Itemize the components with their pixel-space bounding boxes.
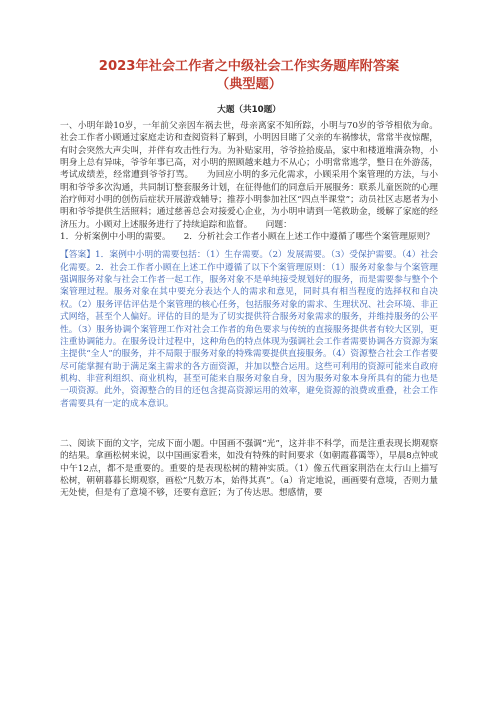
question-2: [60, 438, 438, 500]
question-1-case: 一、小明年龄10岁，一年前父亲因车祸去世，母亲离家不知所踪，小明与70岁的爷爷相依为命。社会工作者小顾通过家庭走访和查阅资料了解到，小明因目睹了父亲的车祸惨状，常常半夜惊醒，有时会突然大声尖叫，并伴有攻击性行为。为补贴家用，爷爷捡拾废品，家中和楼道堆满杂物，小明身上总有异味，爷爷年事已高，对小明的照顾越来越力不从心；小明常常逃学，整日在外游荡，考试成绩差，经常遭到爷爷打骂。 为回应小明的多元化需求，小顾采用个案管理的方法，与小明和爷爷多次沟通，共同制订整套服务计划，在征得他们的同意后开展服务：联系儿童医院的心理治疗师对小明的创伤后症状开展游戏辅导；推荐小明参加社区“四点半课堂”；动员社区志愿者为小明和爷爷提供生活照料；通过慈善总会对接爱心企业，为小明申请到一笔救助金，缓解了家庭的经济压力。小顾对上述服务进行了持续追踪和监督。 问题：: [60, 121, 438, 230]
document-title: [60, 58, 438, 94]
answer-1: [60, 249, 438, 409]
spacer: [60, 410, 438, 438]
section-heading: 大题（共10题）: [217, 105, 281, 115]
answer-tag: 【答案】: [60, 250, 96, 261]
title-line-2: （典型题）: [216, 77, 282, 92]
answer-1-text: [60, 249, 438, 409]
title-line-1: 2023年社会工作者之中级社会工作实务题库附答案: [98, 59, 400, 74]
question-2-text: 二、阅读下面的文字，完成下面小题。中国画不强调“光”，这并非不科学，而是注重表现长期观察的结果。拿画松树来说，以中国画家看来，如没有特殊的时间要求（如朝霞暮霭等），早晨8点钟或中午12点，都不是重要的。重要的是表现松树的精神实质。（1）像五代画家荆浩在太行山上描写松树，朝朝暮暮长期观察，画松“凡数万本，始得其真”。（a）肯定地说，画画要有意境，否则力量无处使，但是有了意境不够，还要有意匠；为了传达思。想感情，要: [60, 438, 438, 499]
question-1-prompts: 1．分析案例中小明的需要。 2．分析社会工作者小顾在上述工作中遵循了哪些个案管理原则？: [60, 232, 435, 243]
question-1: [60, 120, 438, 243]
answer-1-body: 1．案例中小明的需要包括：（1）生存需要。（2）发展需要。（3）受保护需要。（4）社会化需要。2．社会工作者小顾在上述工作中遵循了以下个案管理原则：（1）服务对象参与个案管理强调服务对象与社会工作者一起工作，服务对象不是单纯接受规划好的服务，而是需要参与整个个案管理过程。服务对象在其中要充分表达个人的需求和意见，同时具有相当程度的选择权和自决权。（2）服务评估评估是个案管理的核心任务，包括服务对象的需求、生理状况、社会环境、非正式网络，甚至个人偏好。评估的目的是为了切实提供符合服务对象需求的服务，并维持服务的公平性。（3）服务协调个案管理工作对社会工作者的角色要求与传统的直接服务提供者有较大区别，更注重协调能力。在服务设计过程中，这种角色的特点体现为强调社会工作者需要协调各方资源为案主提供“全人”的服务，并不局限于服务对象的特殊需要提供直接服务。（4）资源整合社会工作者要尽可能掌握有助于满足案主需求的各方面资源，并加以整合运用。这些可利用的资源可能来自政府机构、非营利组织、商业机构，甚至可能来自服务对象自身，因为服务对象本身所具有的能力也是一项资源。此外，资源整合的目的还包含提高资源运用的效率，避免资源的浪费或重叠，社会工作者需要具有一定的成本意识。: [60, 250, 438, 409]
